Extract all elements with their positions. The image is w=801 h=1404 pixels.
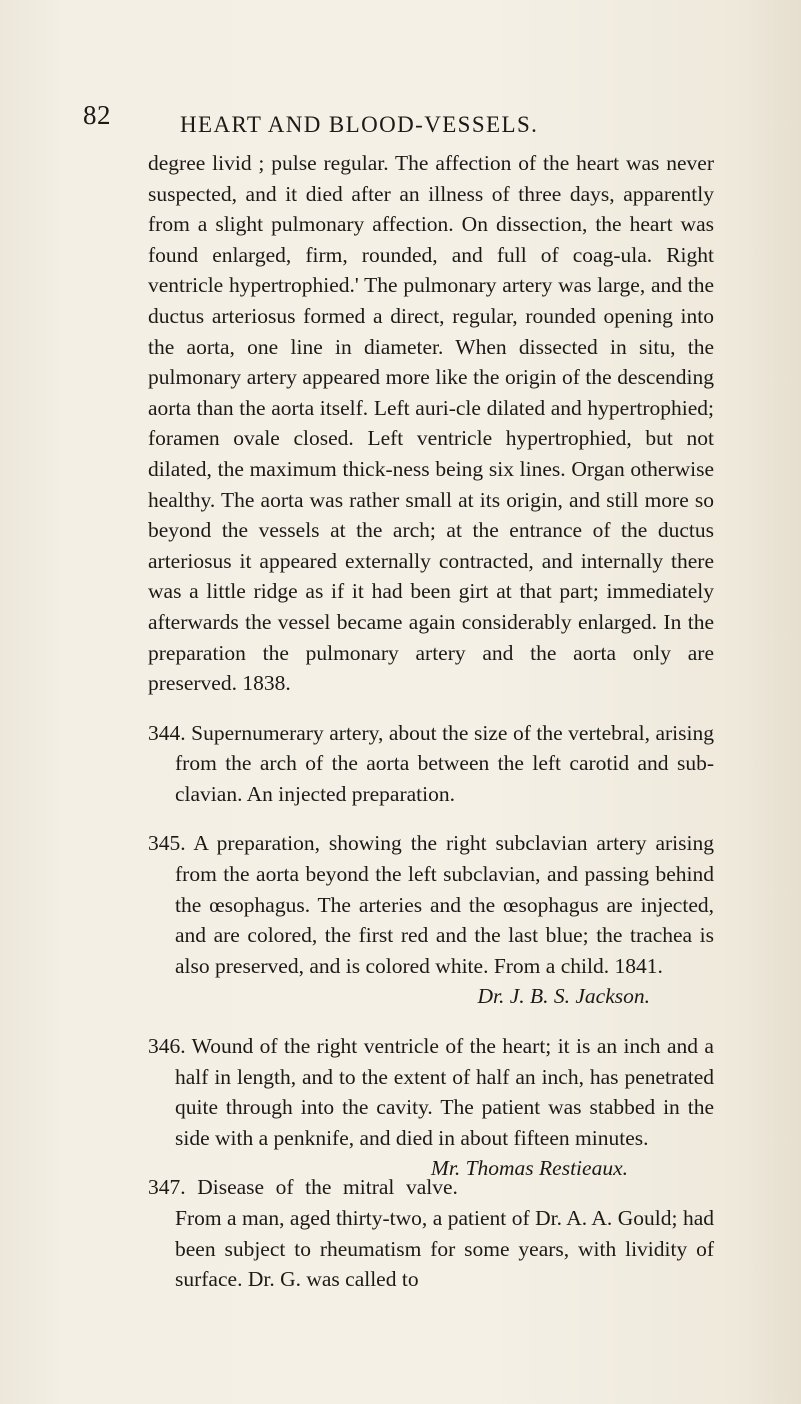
entry-signature: Mr. Thomas Restieaux. xyxy=(430,1156,628,1181)
entry-number: 346. xyxy=(148,1034,186,1059)
entry-signature: Dr. J. B. S. Jackson. xyxy=(477,984,650,1009)
entry-345 xyxy=(148,828,714,1012)
entry-346 xyxy=(148,1031,714,1181)
entry-number: 345. xyxy=(148,831,186,856)
running-head: HEART AND BLOOD-VESSELS. xyxy=(180,112,539,137)
entry-text: Supernumerary artery, about the size of the vertebral, arising from the arch of the aorta between the left carotid and sub-clavian. An injected preparation. xyxy=(175,720,714,806)
body-text xyxy=(148,148,714,1295)
entry-text: Disease of the mitral valve. From a man, aged thirty-two, a patient of Dr. A. A. Gould; had been subject to rheumatism for some years, with lividity of surface. Dr. G. was called to xyxy=(175,1175,714,1292)
entry-number: 347. xyxy=(148,1175,186,1200)
continuation-paragraph: degree livid ; pulse regular. The affection of the heart was never suspected, and it died after an illness of three days, apparently from a slight pulmonary affection. On dissection, the heart was found enlarged, firm, rounded, and full of coag-ula. Right ventricle hypertrophied.' The pulmonary artery was large, and the ductus arteriosus formed a direct, regular, rounded opening into the aorta, one line in diameter. When dissected in situ, the pulmonary artery appeared more like the origin of the descending aorta than the aorta itself. Left auri-cle dilated and hypertrophied; foramen ovale closed. Left ventricle hypertrophied, but not dilated, the maximum thick-ness being six lines. Organ otherwise healthy. The aorta was rather small at its origin, and still more so beyond the vessels at the arch; at the entrance of the ductus arteriosus it appeared externally contracted, and internally there was a little ridge as if it had been girt at that part; immediately afterwards the vessel became again considerably enlarged. In the preparation the pulmonary artery and the aorta only are preserved. 1838. xyxy=(148,151,714,696)
entry-text: A preparation, showing the right subclavian artery arising from the aorta beyond the left subclavian, and passing behind the œsophagus. The arteries and the œsophagus are injected, and are colored, the first red and the last blue; the trachea is also preserved, and is colored white. From a child. 1841. xyxy=(175,831,714,978)
entry-347 xyxy=(148,1172,714,1294)
page-number: 82 xyxy=(83,100,111,130)
entry-344 xyxy=(148,718,714,810)
entry-number: 344. xyxy=(148,720,186,745)
entry-text: Wound of the right ventricle of the heart; it is an inch and a half in length, and to the extent of half an inch, has penetrated quite through into the cavity. The patient was stabbed in the side with a penknife, and died in about fifteen minutes. xyxy=(175,1034,714,1150)
